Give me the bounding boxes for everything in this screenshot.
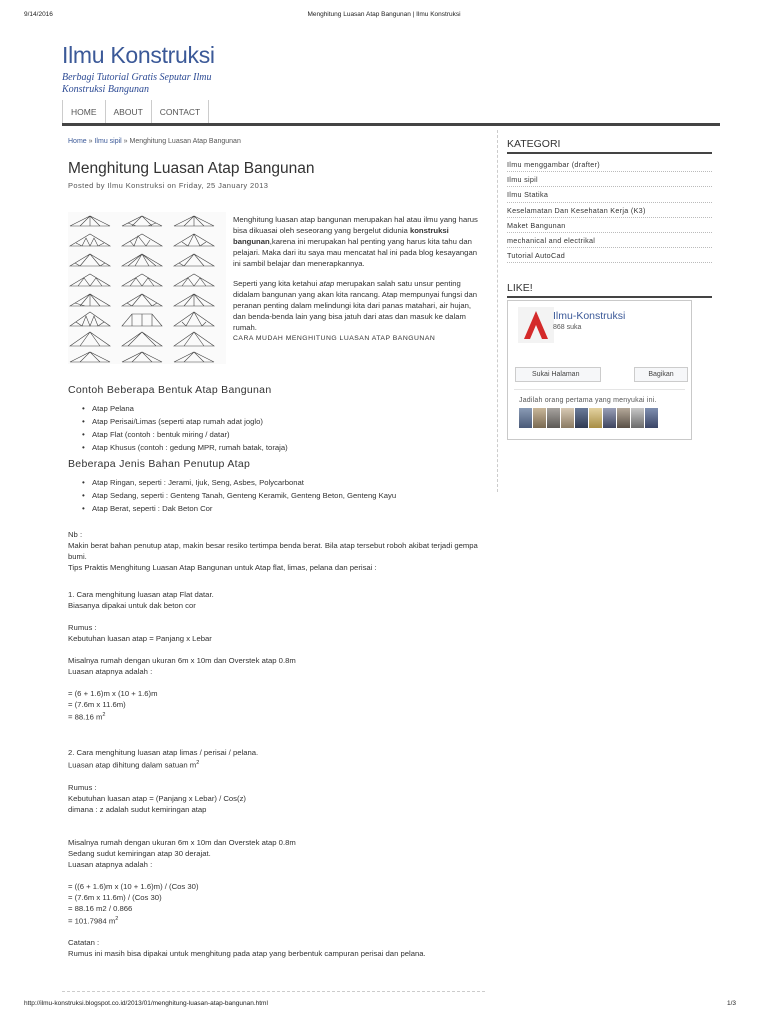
category-link[interactable]: Maket Bangunan: [507, 218, 712, 233]
limas-rumus: Kebutuhan luasan atap = (Panjang x Lebar) / Cos(z): [68, 793, 246, 803]
note-label: Nb :: [68, 530, 83, 539]
limas-angle: Sedang sudut kemiringan atap 30 derajat.: [68, 848, 211, 858]
limas-area-label: Luasan atapnya adalah :: [68, 859, 153, 869]
flat-calc-3: = 88.16 $m^2$: [68, 712, 106, 722]
site-tagline: Berbagi Tutorial Gratis Seputar Ilmu Konstruksi Bangunan: [62, 72, 212, 95]
roof-truss-types-image: [68, 212, 226, 364]
limas-calc-4: = 101.7984 $m^2$: [68, 915, 119, 926]
nav-underline: [62, 123, 720, 126]
limas-calc-3: = 88.16 m2 / 0.866: [68, 903, 133, 913]
nav-contact[interactable]: CONTACT: [151, 100, 209, 124]
main-nav: [62, 100, 209, 124]
limas-rumus-note: dimana : z adalah sudut kemiringan atap: [68, 804, 207, 814]
list-item: • Atap Berat, seperti : Dak Beton Cor: [82, 502, 478, 515]
note-block: [68, 529, 488, 573]
avatar[interactable]: [533, 408, 546, 428]
tips-text: Tips Praktis Menghitung Luasan Atap Bangunan untuk Atap flat, limas, pelana dan perisai :: [68, 563, 377, 572]
flat-sub: Biasanya dipakai untuk dak beton cor: [68, 601, 196, 610]
flat-calc-1: = (6 + 1.6)m x (10 + 1.6)m: [68, 689, 158, 698]
flat-area-label: Luasan atapnya adalah :: [68, 667, 153, 676]
limas-calc-2: = (7.6m x 11.6m) / (Cos 30): [68, 892, 162, 902]
avatar[interactable]: [603, 408, 616, 428]
avatar[interactable]: [547, 408, 560, 428]
list-item: • Atap Khusus (contoh : gedung MPR, rumah batak, toraja): [82, 441, 478, 454]
print-footer: [24, 1000, 744, 1010]
content-divider: [62, 991, 485, 992]
flat-example: Misalnya rumah dengan ukuran 6m x 10m dan Overstek atap 0.8m: [68, 656, 296, 665]
like-page-button[interactable]: Sukai Halaman: [515, 367, 601, 382]
konstruksi-bangunan-link[interactable]: konstruksi bangunan: [233, 226, 449, 246]
limas-roof-section: [68, 747, 488, 959]
category-link[interactable]: Ilmu Statika: [507, 187, 712, 202]
list-item: • Atap Flat (contoh : bentuk miring / datar): [82, 428, 478, 441]
limas-heading: 2. Cara menghitung luasan atap limas / perisai / pelana.: [68, 748, 259, 757]
print-page-title: Menghitung Luasan Atap Bangunan | Ilmu Konstruksi: [307, 11, 461, 18]
site-title[interactable]: Ilmu Konstruksi: [62, 42, 215, 68]
fb-page-name[interactable]: Ilmu-Konstruksi: [553, 310, 626, 322]
breadcrumb-home[interactable]: Home: [68, 138, 87, 145]
fb-friend-faces: [519, 408, 658, 428]
list-item: • Atap Pelana: [82, 402, 478, 415]
avatar[interactable]: [575, 408, 588, 428]
roof-shapes-list: [68, 402, 478, 454]
list-item: • Atap Sedang, seperti : Genteng Tanah, Genteng Keramik, Genteng Beton, Genteng Kayu: [82, 489, 478, 502]
like-widget: [507, 278, 712, 301]
roof-shapes-section: [68, 384, 478, 454]
category-link[interactable]: mechanical and electrikal: [507, 233, 712, 248]
kategori-title: KATEGORI: [507, 134, 712, 154]
post-meta: Posted by Ilmu Konstruksi on Friday, 25 January 2013: [68, 181, 269, 190]
list-item: • Atap Perisai/Limas (seperti atap rumah adat joglo): [82, 415, 478, 428]
section-heading: Beberapa Jenis Bahan Penutup Atap: [68, 458, 251, 470]
post-intro: [233, 214, 485, 353]
category-link[interactable]: Ilmu menggambar (drafter): [507, 157, 712, 172]
list-item: • Atap Ringan, seperti : Jerami, Ijuk, Seng, Asbes, Polycarbonat: [82, 476, 478, 489]
breadcrumb-separator: »: [86, 138, 95, 145]
note-text: Makin berat bahan penutup atap, makin besar resiko tertimpa benda berat. Bila atap tersebut roboh akibat terjadi gempa bumi.: [68, 541, 478, 561]
flat-calc-2: = (7.6m x 11.6m): [68, 700, 126, 709]
breadcrumb-separator: »: [121, 138, 130, 145]
breadcrumb: [68, 138, 241, 145]
avatar[interactable]: [645, 408, 658, 428]
share-button[interactable]: Bagikan: [634, 367, 688, 382]
nav-home[interactable]: HOME: [62, 100, 105, 124]
print-url: http://ilmu-konstruksi.blogspot.co.id/2013/01/menghitung-luasan-atap-bangunan.html: [24, 1000, 268, 1007]
fb-first-friends-text: Jadilah orang pertama yang menyukai ini.: [519, 397, 657, 404]
image-caption: CARA MUDAH MENGHITUNG LUASAN ATAP BANGUNAN: [233, 335, 436, 342]
catatan-label: Catatan :: [68, 938, 100, 948]
print-page-number: 1/3: [726, 1000, 736, 1007]
category-link[interactable]: Ilmu sipil: [507, 172, 712, 187]
roof-materials-section: [68, 458, 478, 515]
breadcrumb-current: Menghitung Luasan Atap Bangunan: [129, 138, 241, 145]
fb-divider: [514, 389, 685, 390]
roof-materials-list: [68, 476, 478, 515]
section-heading: Contoh Beberapa Bentuk Atap Bangunan: [68, 384, 272, 396]
avatar[interactable]: [561, 408, 574, 428]
flat-rumus: Kebutuhan luasan atap = Panjang x Lebar: [68, 634, 212, 643]
page-logo-icon[interactable]: [518, 307, 554, 343]
avatar[interactable]: [617, 408, 630, 428]
column-divider: [497, 130, 498, 492]
category-link[interactable]: Tutorial AutoCad: [507, 248, 712, 263]
flat-rumus-label: Rumus :: [68, 623, 97, 632]
avatar[interactable]: [519, 408, 532, 428]
limas-rumus-label: Rumus :: [68, 782, 97, 792]
breadcrumb-category[interactable]: Ilmu sipil: [94, 138, 122, 145]
fb-like-count: 868 suka: [553, 324, 582, 331]
kategori-widget: [507, 134, 712, 263]
intro-paragraph-1: Menghitung luasan atap bangunan merupakan hal atau ilmu yang harus bisa dikuasai oleh seseorang yang bergelut didunia konstruksi bangunan,karena ini merupakan hal penting yang harus kita tahu dan pelajari. Maka dari itu saya mau mencatat hal ini pada blog kesayangan ini sambil belajar dan menerapkannya.: [233, 215, 478, 268]
nav-about[interactable]: ABOUT: [105, 100, 151, 124]
limas-example: Misalnya rumah dengan ukuran 6m x 10m dan Overstek atap 0.8m: [68, 837, 296, 847]
avatar[interactable]: [631, 408, 644, 428]
intro-paragraph-2: Seperti yang kita ketahui atap merupakan salah satu unsur penting didalam bangunan yang akan kita rancang. Atap mempunyai fungsi dan peranan penting dalam melindungi kita dari panas matahari, air hujan, dan benda-benda lain yang bisa jatuh dari atas dan masuk ke dalam rumah.: [233, 279, 478, 332]
flat-heading: 1. Cara menghitung luasan atap Flat datar.: [68, 590, 214, 599]
facebook-page-box: [507, 300, 692, 440]
category-link[interactable]: Keselamatan Dan Kesehatan Kerja (K3): [507, 203, 712, 218]
print-header: [24, 11, 744, 21]
avatar[interactable]: [589, 408, 602, 428]
limas-calc-1: = ((6 + 1.6)m x (10 + 1.6)m) / (Cos 30): [68, 881, 199, 891]
catatan-text: Rumus ini masih bisa dipakai untuk menghitung pada atap yang berbentuk campuran perisai dan pelana.: [68, 949, 426, 959]
limas-sub: Luasan atap dihitung dalam satuan $m^2$: [68, 760, 200, 770]
post-title: Menghitung Luasan Atap Bangunan: [68, 160, 315, 177]
flat-roof-section: [68, 589, 488, 723]
like-title: LIKE!: [507, 278, 712, 298]
print-date: 9/14/2016: [24, 11, 53, 18]
